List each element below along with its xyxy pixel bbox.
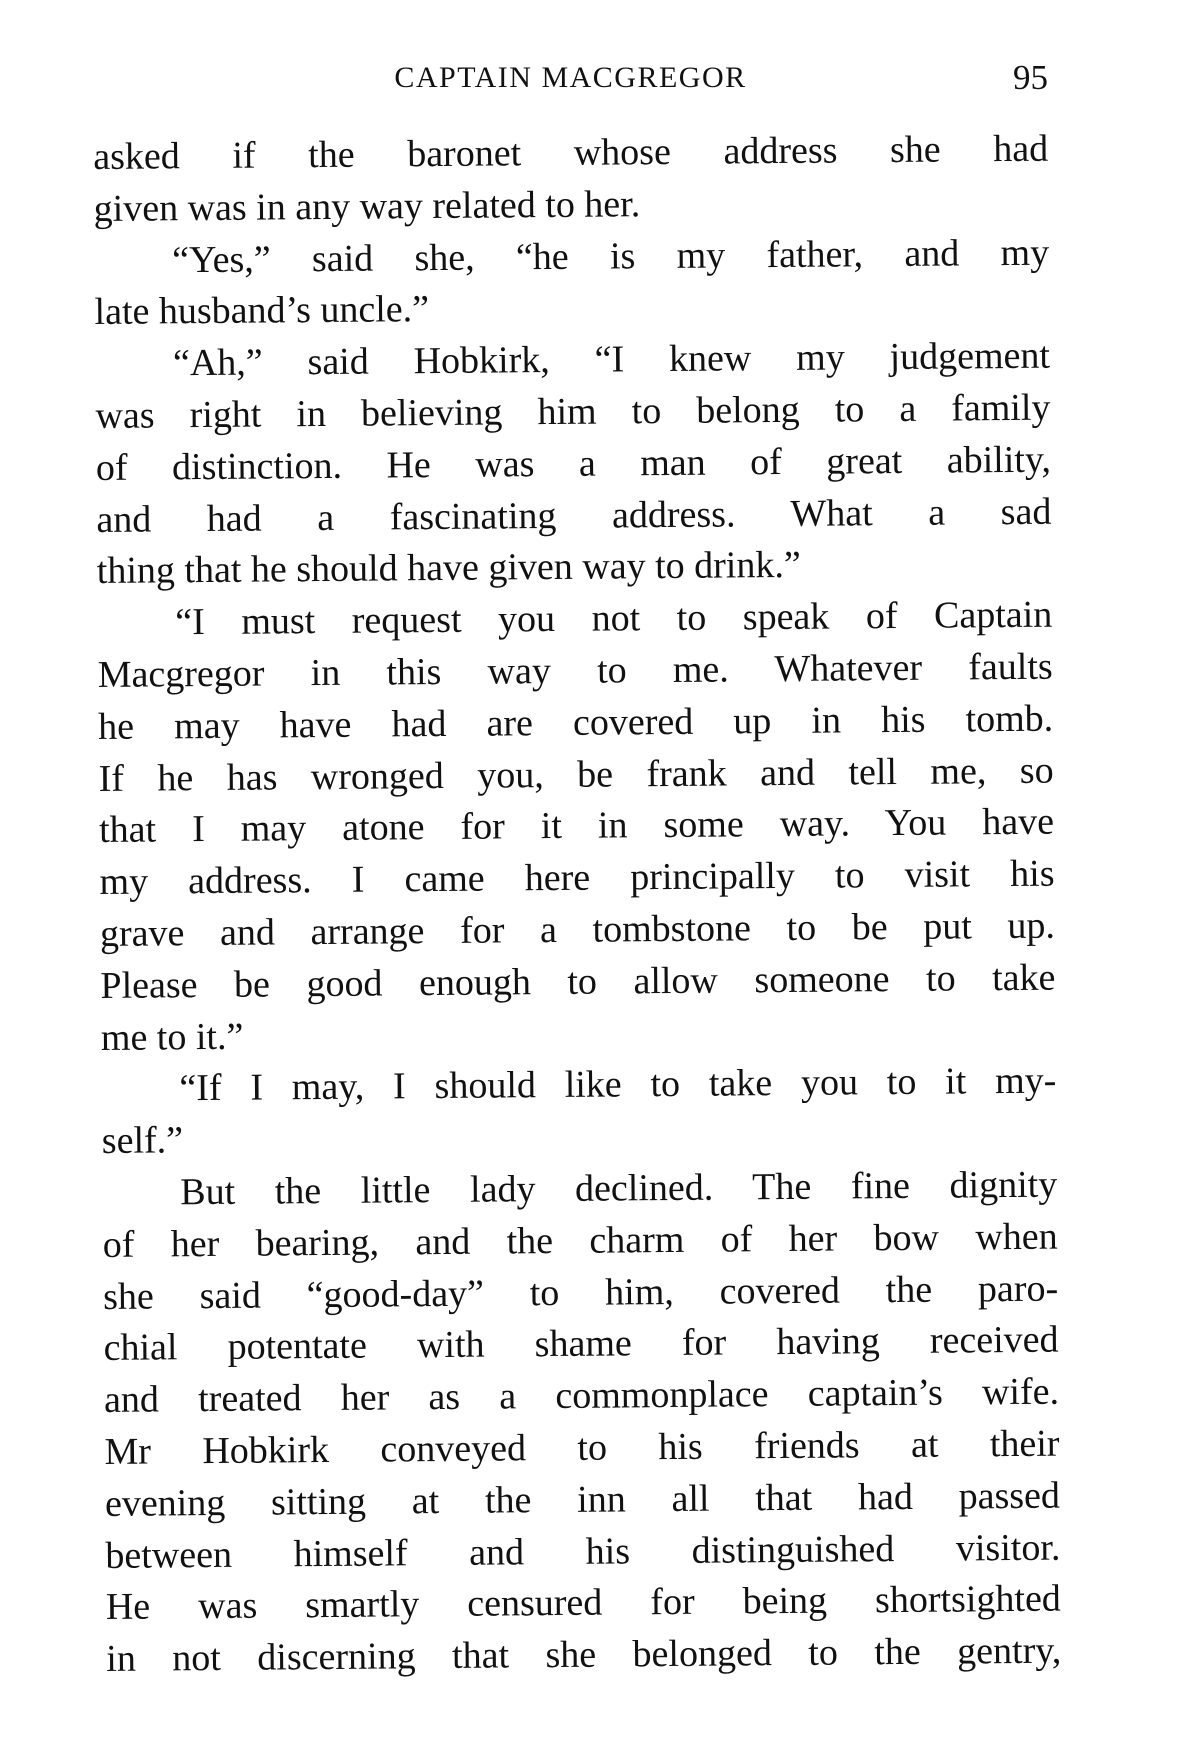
text-line: Mr Hobkirk conveyed to his friends at their <box>104 1422 1060 1473</box>
text-line: late husband’s uncle.” <box>94 288 430 334</box>
running-title: CAPTAIN MACGREGOR <box>394 61 747 94</box>
text-line: thing that he should have given way to drink.” <box>96 544 801 593</box>
text-line: chial potentate with shame for having received <box>103 1318 1059 1370</box>
text-line: and treated her as a commonplace captain’s wife. <box>103 1370 1060 1422</box>
text-line: “Yes,” said she, “he is my father, and my <box>171 231 1050 281</box>
text-line: If he has wronged you, be frank and tell me, so <box>98 749 1054 800</box>
text-line: me to it.” <box>100 1015 244 1059</box>
text-line: that I may atone for it in some way. You have <box>98 800 1055 852</box>
text-line: Macgregor in this way to me. Whatever faults <box>97 645 1053 696</box>
text-line: he may have had are covered up in his tomb. <box>98 697 1054 748</box>
text-line: “I must request you not to speak of Captain <box>175 593 1053 644</box>
text-line: “Ah,” said Hobkirk, “I knew my judgement <box>172 334 1051 385</box>
text-line: of her bearing, and the charm of her bow when <box>102 1215 1058 1266</box>
running-head <box>93 58 1048 98</box>
text-line: Please be good enough to allow someone to take <box>100 956 1056 1007</box>
text-line: asked if the baronet whose address she had <box>93 127 1049 178</box>
text-line: she said “good-day” to him, covered the paro- <box>102 1267 1059 1318</box>
page-number: 95 <box>1013 58 1048 97</box>
text-line: between himself and his distinguished visitor. <box>105 1526 1061 1577</box>
text-line: given was in any way related to her. <box>93 183 641 230</box>
text-line: “If I may, I should like to take you to it my- <box>179 1059 1057 1110</box>
text-line: grave and arrange for a tombstone to be put up. <box>99 904 1056 955</box>
text-line: He was smartly censured for being shortsighted <box>105 1577 1062 1629</box>
body-text <box>93 124 1062 1686</box>
text-line: self.” <box>101 1119 184 1163</box>
text-line: was right in believing him to belong to a family <box>95 386 1051 437</box>
text-line: evening sitting at the inn all that had passed <box>104 1474 1061 1525</box>
text-line: and had a fascinating address. What a sad <box>96 490 1052 541</box>
text-line: in not discerning that she belonged to the gentry, <box>106 1629 1062 1681</box>
text-line: my address. I came here principally to visit his <box>99 852 1055 904</box>
text-line: But the little lady declined. The fine dignity <box>180 1163 1058 1214</box>
text-line: of distinction. He was a man of great ability, <box>95 438 1052 489</box>
